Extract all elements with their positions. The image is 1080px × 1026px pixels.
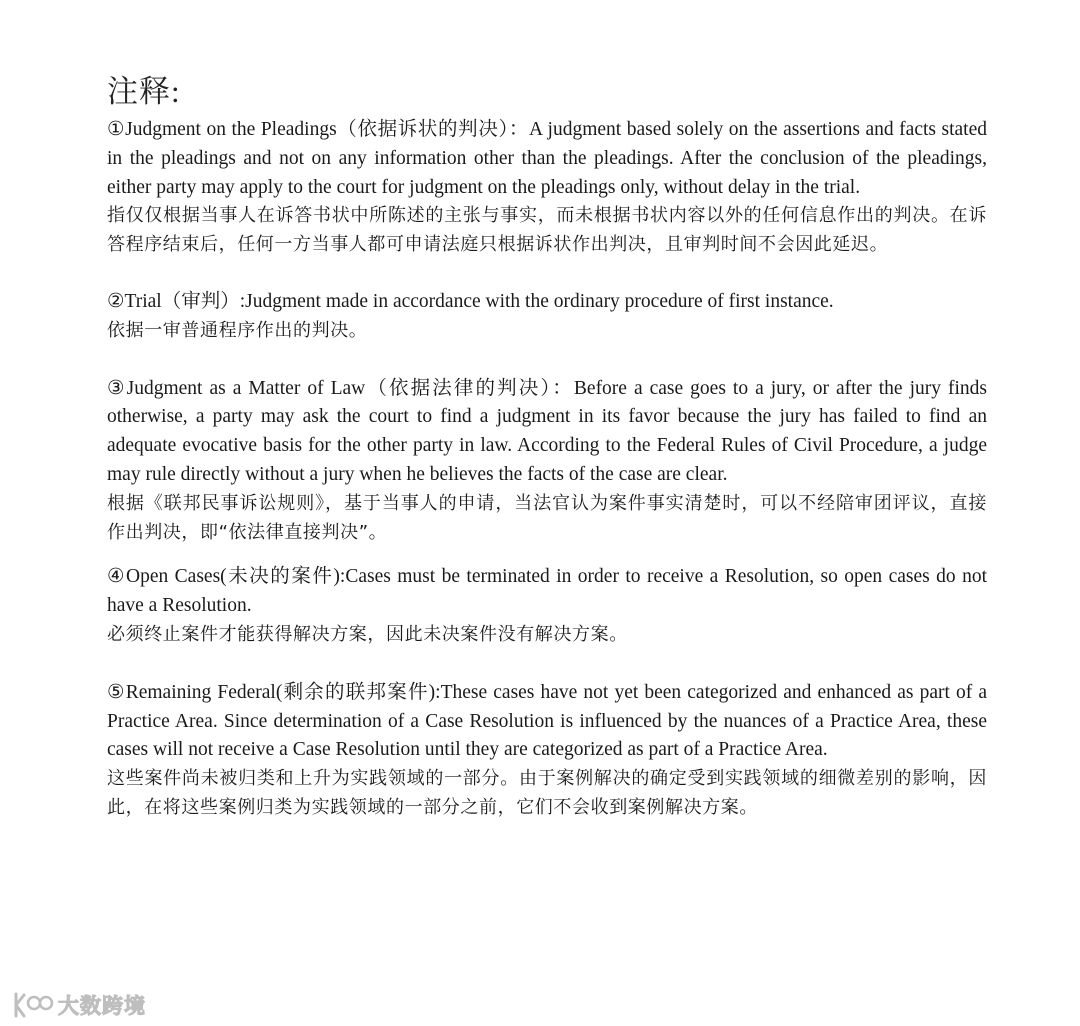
note-definition-zh: 依据一审普通程序作出的判决。 <box>107 319 368 341</box>
note-definition-en: Judgment made in accordance with the ordinary procedure of first instance. <box>245 290 834 312</box>
note-judgment-as-matter-of-law <box>107 375 987 548</box>
note-term: ①Judgment on the Pleadings（依据诉状的判决）： <box>107 119 529 140</box>
note-term: ④Open Cases(未决的案件): <box>107 566 346 588</box>
note-term: ②Trial（审判）: <box>107 290 246 312</box>
note-definition-zh: 根据《联邦民事诉讼规则》，基于当事人的申请，当法官认为案件事实清楚时，可以不经陪审团评议，直接作出判决，即“依法律直接判决”。 <box>107 492 987 543</box>
notes-heading: 注释: <box>107 74 181 109</box>
watermark <box>10 988 146 1022</box>
note-definition-zh: 这些案件尚未被归类和上升为实践领域的一部分。由于案例解决的确定受到实践领域的细微差别的影响，因此，在将这些案例归类为实践领域的一部分之前，它们不会收到案例解决方案。 <box>107 768 987 818</box>
note-definition-en: Before a case goes to a jury, or after the jury finds otherwise, a party may ask the court to find a judgment in its favor because the jury has failed to find an adequate evocative basis for the other party in law. According to the Federal Rules of Civil Procedure, a judge may rule directly without a jury when he believes the facts of the case are clear. <box>107 377 987 485</box>
note-judgment-on-pleadings <box>107 116 987 260</box>
note-en-text <box>107 288 987 317</box>
note-definition-en: A judgment based solely on the assertions and facts stated in the pleadings and not on any information other than the pleadings. After the conclusion of the pleadings, either party may apply to the court for judgment on the pleadings only, without delay in the trial. <box>107 119 987 198</box>
note-en-text <box>107 679 987 765</box>
note-trial <box>107 288 987 346</box>
watermark-text: 大数跨境 <box>58 994 146 1018</box>
note-term: ③Judgment as a Matter of Law（依据法律的判决）： <box>107 377 574 399</box>
note-remaining-federal <box>107 679 987 823</box>
document-page <box>107 70 987 823</box>
note-definition-zh: 必须终止案件才能获得解决方案，因此未决案件没有解决方案。 <box>107 623 628 645</box>
note-open-cases <box>107 563 987 649</box>
note-en-text <box>107 375 987 490</box>
note-term: ⑤Remaining Federal(剩余的联邦案件): <box>107 681 441 703</box>
note-en-text <box>107 116 987 202</box>
note-en-text <box>107 563 987 621</box>
note-definition-zh: 指仅仅根据当事人在诉答书状中所陈述的主张与事实，而未根据书状内容以外的任何信息作出的判决。在诉答程序结束后，任何一方当事人都可申请法庭只根据诉状作出判决，且审判时间不会因此延迟。 <box>107 205 987 256</box>
note-definition-en: Cases must be terminated in order to receive a Resolution, so open cases do not have a Resolution. <box>107 566 987 617</box>
brand-logo-icon <box>10 990 54 1020</box>
note-definition-en: These cases have not yet been categorized and enhanced as part of a Practice Area. Since determination of a Case Resolution is influenced by the nuances of a Practice Area, these cases will not receive a Case Resolution until they are categorized as part of a Practice Area. <box>107 681 987 761</box>
